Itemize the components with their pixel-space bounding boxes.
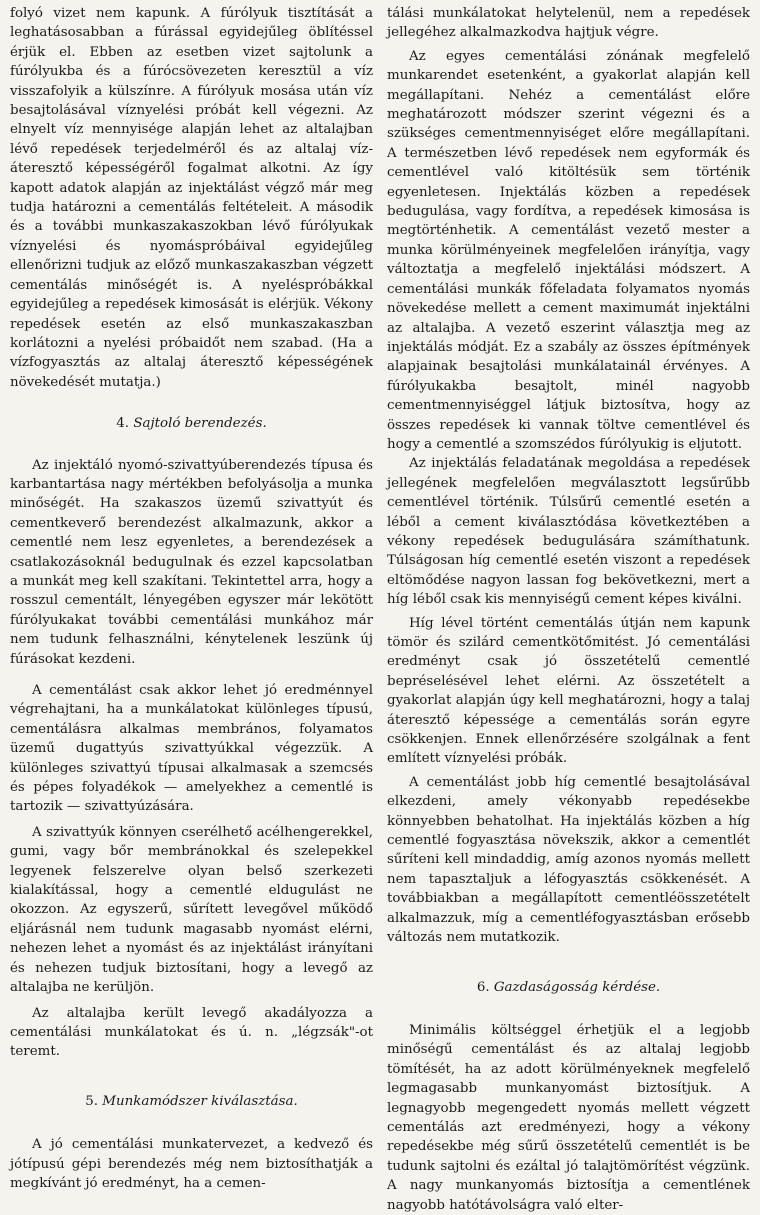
paragraph: A jó cementálási munkatervezet, a kedvező és jótípusú gépi berendezés még nem biztosíthatják a megkívánt jó eredményt, ha a cemen-: [10, 1137, 373, 1191]
section-heading-6: [387, 978, 750, 997]
section-heading-5: [10, 1092, 373, 1111]
paragraph: folyó vizet nem kapunk. A fúrólyuk tisztítását a leghatásosabban a fúrással egyidejűleg öblítéssel érjük el. Ebben az esetben vizet sajtolunk a fúrólyukba és a fúrócsövezeten keresztül a víz visszafolyik a külszínre. A fúrólyuk mosása után víz besajtolásával víznyelési próbát kell végezni. Az elnyelt víz mennyisége alapján lehet az altalajban lévő repedések terjedelméről és az altalaj víz-áteresztő képességéről fogalmat alkotni. Az így kapott adatok alapján az injektálást végző már meg tudja határozni a cementálás feltételeit. A második és a további munkaszakaszokban lévő fúrólyukak víznyelési és nyomáspróbáival egyidejűleg ellenőrizni tudjuk az előző munkaszakaszban végzett cementálás minőségét is. A nyeléspróbákkal egyidejűleg a repedések kimosását is elérjük. Vékony repedések esetén az első munkaszakaszban korlátozni a nyelési próbaidőt nem szabad. (Ha a vízfogyasztás az altalaj áteresztő képességének növekedését mutatja.): [10, 6, 373, 390]
paragraph: Az altalajba került levegő akadályozza a cementálási munkálatokat és ú. n. „légzsák"-ot teremt.: [10, 1005, 373, 1060]
paragraph: tálási munkálatokat helytelenül, nem a repedések jellegéhez alkalmazkodva hajtjuk végre.: [387, 6, 750, 41]
paragraph: Az injektálás feladatának megoldása a repedések jellegének megfelelően megválasztott legsűrűbb cementlével történik. Túlsűrű cementlé esetén a léből a cement kiválasztódása következtében a vékony repedések bedugulására számíthatunk. Túlságosan híg cementlé esetén viszont a repedések eltömődése nagyon lassan fog bekövetkezni, mert a híg léből csak kis mennyiségű cement képes kiválni.: [387, 456, 750, 608]
section-title: Munkamódszer kiválasztása.: [102, 1093, 298, 1109]
section-title: Gazdaságosság kérdése.: [493, 979, 661, 995]
paragraph: Az injektáló nyomó-szivattyúberendezés típusa és karbantartása nagy mértékben befolyásolja a munka minőségét. Ha szakaszos üzemű szivattyút és cementkeverő berendezést alkalmazunk, akkor a cementlé nem lesz egyenletes, a berendezések a csatlakozásoknál bedugulnak és ezzel kapcsolatban a munkát meg kell szakítani. Tekintettel arra, hogy a rosszul cementált, lényegében egyszer már lekötött fúrólyukakat további cementálási munkához már nem tudunk felhasználni, kénytelenek leszünk új fúrásokat kezdeni.: [10, 457, 373, 667]
right-column: [387, 4, 750, 1213]
section-title: Sajtoló berendezés.: [133, 416, 267, 432]
section-number: 5.: [85, 1093, 98, 1109]
paragraph: Minimális költséggel érhetjük el a legjobb minőségű cementálást és az altalaj legjobb tömítését, ha az adott körülményeknek megfelelő legmagasabb munkanyomást biztosítjuk. A legnagyobb megengedett nyomás mellett végzett cementálás azt eredményezi, hogy a vékony repedésekbe még sűrű összetételű cementlét is be tudunk sajtolni és ezáltal jó talajtömörítést végzünk. A nagy munkanyomás biztosítja a cementlének nagyobb hatótávolságra való elter-: [387, 1022, 750, 1213]
section-heading-4: [10, 414, 373, 433]
paragraph: Híg lével történt cementálás útján nem kapunk tömör és szilárd cementkötőmitést. Jó cementálási eredményt csak jó összetételű cementlé bepréselésével lehet elérni. Az összetételt a gyakorlat alapján úgy kell meghatározni, hogy a talaj áteresztő képessége a cementálás során egyre csökkenjen. Ennek ellenőrzésére szolgálnak a fent említett víznyelési próbák.: [387, 615, 750, 767]
paragraph: Az egyes cementálási zónának megfelelő munkarendet esetenként, a gyakorlat alapján kell megállapítani. Nehéz a cementálást előre meghatározott módszer szerint végezni és a szükséges cementmennyiséget előre megállapítani. A természetben lévő repedések nem egyformák és cementlével való kitöltésük sem történik egyenletesen. Injektálás közben a repedések bedugulása, vagy fordítva, a repedések kimosása is megtörténhetik. A cementálást vezető mester a munka körülményeinek megfelelően irányítja, vagy változtatja a megfelelő injektálási módszert. A cementálási munkák főfeladata folyamatos nyomás növekedése mellett a cement maximumát injektálni az altalajba. A vezető eszerint választja meg az injektálás módját. Ez a szabály az összes építmények alapjainak besajtolási munkálatainál érvényes. A fúrólyukakba besajtolt, minél nagyobb cementmennyiséggel látjuk biztosítva, hogy az összes repedések ki vannak töltve cementlével és hogy a cementlé a szomszédos fúrólyukig is eljutott.: [387, 48, 750, 452]
paragraph: A cementálást jobb híg cementlé besajtolásával elkezdeni, amely vékonyabb repedésekbe könnyebben behatolhat. Ha injektálás közben a híg cementlé fogyasztása növekszik, akkor a cementlét sűríteni kell mindaddig, amíg azonos nyomás mellett nem tapasztaljuk a léfogyasztás csökkenését. A továbbiakban a megállapított cementléösszetételt alkalmazzuk, míg a cementléfogyasztásban erősebb változás nem mutatkozik.: [387, 774, 750, 946]
section-number: 6.: [476, 979, 490, 995]
paragraph: A szivattyúk könnyen cserélhető acélhengerekkel, gumi, vagy bőr membránokkal és szelepekkel legyenek felszerelve olyan belső szerkezeti kialakítással, hogy a cementlé eldugulást ne okozzon. Az egyszerű, sűrített levegővel működő eljárásnál nem tudunk magasabb nyomást elérni, nehezen lehet a nyomást és az injektálást irányítani és nehezen tudjuk biztosítani, hogy a levegő az altalajba ne kerüljön.: [10, 824, 373, 996]
section-number: 4.: [116, 416, 130, 432]
paragraph: A cementálást csak akkor lehet jó eredménnyel végrehajtani, ha a munkálatokat különleges típusú, cementálásra alkalmas membrános, folyamatos üzemű dugattyús szivattyúkkal végezzük. A különleges szivattyú típusai alkalmasak a szemcsés és pépes folyadékok — amelyekhez a cementlé is tartozik — szivattyúzására.: [10, 683, 373, 815]
left-column: [10, 4, 373, 1191]
